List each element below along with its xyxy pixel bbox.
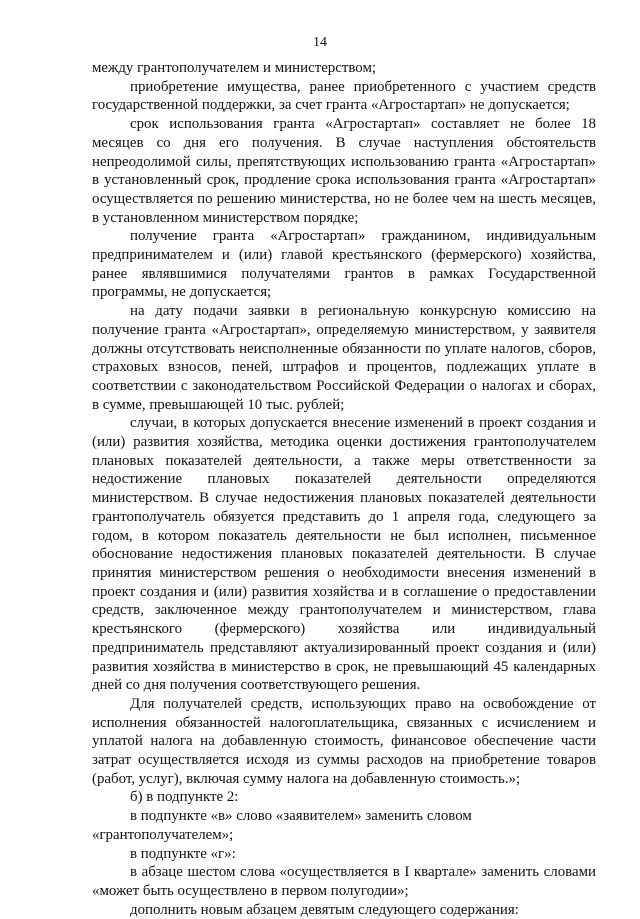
paragraph-subclause-2: б) в подпункте 2: [130,789,239,806]
paragraph-ninth-abzac: дополнить новым абзацем девятым следующего содержания: [130,901,519,918]
paragraph-grant-term: срок использования гранта «Агростартап» составляет не более 18 месяцев со дня его получения. В случае наступления обстоятельств непреодолимой силы, препятствующих использованию гранта «Агростартап» в установленный срок, продление срока использования гранта «Агростартап» осуществляется по решению министерства, но не более чем на шесть месяцев, в установленном министерством порядке; [92,116,596,226]
paragraph-tax-obligations: на дату подачи заявки в региональную конкурсную комиссию на получение гранта «Агростартап», определяемую министерством, у заявителя должны отсутствовать неисполненные обязанности по уплате налогов, сборов, страховых взносов, пеней, штрафов и процентов, подлежащих уплате в соответствии с законодательством Российской Федерации о налогах и сборах, в сумме, превышающей 10 тыс. рублей; [92,303,596,413]
paragraph-subclause-g: в подпункте «г»: [130,845,236,862]
paragraph-property-acquisition: приобретение имущества, ранее приобретенного с участием средств государственной поддержки, за счет гранта «Агростартап» не допускается; [92,78,596,114]
paragraph-repeat-grant: получение гранта «Агростартап» гражданином, индивидуальным предпринимателем и (или) главой крестьянского (фермерского) хозяйства, ранее являвшимися получателями грантов в рамках Государственной программы, не допускается; [92,228,596,301]
paragraph-project-changes: случаи, в которых допускается внесение изменений в проект создания и (или) развития хозяйства, методика оценки достижения грантополучателем плановых показателей деятельности, а также меры ответственности за недостижение плановых показателей деятельности определяются министерством. В случае недостижения плановых показателей деятельности грантополучатель обязуется представить до 1 апреля года, следующего за годом, в котором показатель деятельности не был исполнен, письменное обоснование недостижения плановых показателей деятельности. В случае принятия министерством решения о необходимости внесения изменений в проект создания и (или) развития хозяйства и в соглашение о предоставлении средств, заключенное между грантополучателем и министерством, глава крестьянского (фермерского) хозяйства или индивидуальный предприниматель представляют актуализированный проект создания и (или) развития хозяйства в министерство в срок, не превышающий 45 календарных дней со дня получения соответствующего решения. [92,415,596,694]
page-number: 14 [313,35,327,50]
paragraph-vat-exemption: Для получателей средств, использующих право на освобождение от исполнения обязанностей налогоплательщика, связанных с исчислением и уплатой налога на добавленную стоимость, финансовое обеспечение части затрат осуществляется исходя из суммы расходов на приобретение товаров (работ, услуг), включая сумму налога на добавленную стоимость.»; [92,695,596,787]
paragraph-continuation: между грантополучателем и министерством; [92,60,377,76]
paragraph-sixth-abzac: в абзаце шестом слова «осуществляется в I квартале» заменить словами «может быть осуществлено в первом полугодии»; [92,864,596,899]
paragraph-subclause-v: в подпункте «в» слово «заявителем» заменить словом «грантополучателем»; [92,808,472,843]
document-body [92,59,596,919]
